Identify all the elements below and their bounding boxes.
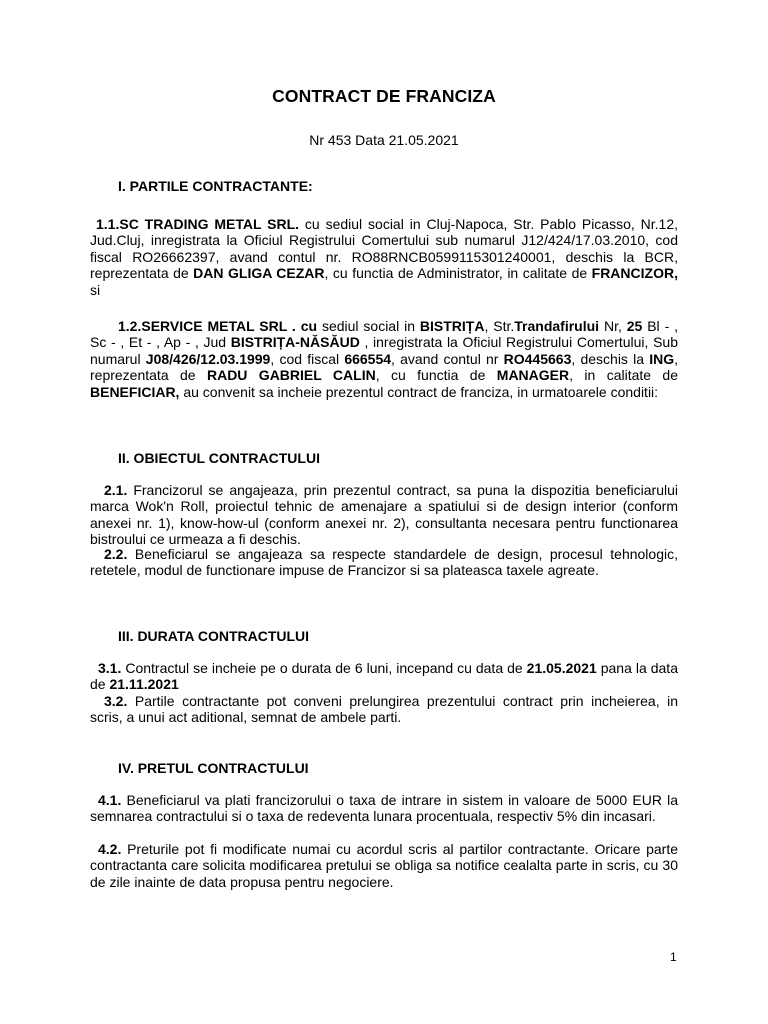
clause-number: 4.2.: [98, 841, 122, 857]
page-number: 1: [670, 950, 677, 964]
clause-number: 1.2.: [118, 318, 142, 334]
clause-number: 4.1.: [98, 792, 122, 808]
start-date: 21.05.2021: [526, 660, 597, 676]
party-role: FRANCIZOR,: [591, 265, 678, 282]
section-heading-duration: III. DURATA CONTRACTULUI: [118, 628, 310, 644]
clause-2-1: 2.1. Francizorul se angajeaza, prin prezentul contract, sa puna la dispozitia beneficiarului marca Wok'n Roll, proiectul tehnic de amenajare a spatiului si de design interior (conform anexei nr. 1), know-how-ul (conform anexei nr. 2), consultanta necesara pentru functionarea bistroului ce urmeaza a fi deschis.: [90, 482, 678, 548]
clause-3-2: 3.2. Partile contractante pot conveni prelungirea prezentului contract prin incheierea, in scris, a unui act aditional, semnat de ambele parti.: [90, 693, 678, 726]
section-heading-object: II. OBIECTUL CONTRACTULUI: [118, 450, 320, 466]
representative-name: RADU GABRIEL CALIN: [206, 367, 376, 384]
document-number-date: Nr 453 Data 21.05.2021: [309, 132, 459, 148]
representative-name: DAN GLIGA CEZAR: [193, 265, 325, 282]
clause-number: 1.1.: [96, 216, 120, 232]
clause-1-1: 1.1.SC TRADING METAL SRL. cu sediul social in Cluj-Napoca, Str. Pablo Picasso, Nr.12, Jud.Cluj, inregistrata la Oficiul Registrului Comertului sub numarul J12/424/17.03.2010, cod fiscal RO26662397, avand contul nr. RO88RNCB0599115301240001, deschis la BCR, reprezentata de DAN GLIGA CEZAR, cu functia de Administrator, in calitate de FRANCIZOR, si: [90, 216, 678, 298]
party-name: SERVICE METAL SRL . cu: [141, 318, 318, 334]
clause-number: 2.1.: [104, 482, 128, 498]
document-title: CONTRACT DE FRANCIZA: [272, 86, 496, 106]
party-role: BENEFICIAR,: [90, 383, 180, 400]
clause-number: 3.2.: [104, 693, 128, 709]
clause-4-2: 4.2. Preturile pot fi modificate numai cu acordul scris al partilor contractante. Oricare parte contractanta care solicita modificarea pretului se obliga sa notifice cealalta parte in scris, cu 30 de zile inainte de data propusa pentru negociere.: [90, 841, 678, 890]
section-heading-parties: I. PARTILE CONTRACTANTE:: [118, 178, 313, 194]
clause-number: 3.1.: [98, 660, 122, 676]
end-date: 21.11.2021: [109, 676, 179, 693]
clause-4-1: 4.1. Beneficiarul va plati francizorului o taxa de intrare in sistem in valoare de 5000 EUR la semnarea contractului si o taxa de redeventa lunara procentuala, respectiv 5% din incasari.: [90, 792, 678, 825]
clause-2-2: 2.2. Beneficiarul se angajeaza sa respecte standardele de design, procesul tehnologic, retetele, modul de functionare impuse de Francizor si sa plateasca taxele agreate.: [90, 546, 678, 579]
party-name: SC TRADING METAL SRL.: [119, 216, 300, 232]
clause-3-1: 3.1. Contractul se incheie pe o durata de 6 luni, incepand cu data de 21.05.2021 pana la data de 21.11.2021: [90, 660, 678, 693]
clause-1-2: 1.2.SERVICE METAL SRL . cu sediul social in BISTRIȚA, Str.Trandafirului Nr, 25 Bl - , Sc - , Et - , Ap - , Jud BISTRIȚA-NĂSĂUD , inregistrata la Oficiul Registrului Comertului, Sub numarul J08/426/12.03.1999, cod fiscal 666554, avand contul nr RO445663, deschis la ING, reprezentata de RADU GABRIEL CALIN, cu functia de MANAGER, in calitate de BENEFICIAR, au convenit sa incheie prezentul contract de franciza, in urmatoarele conditii:: [90, 318, 679, 400]
clause-number: 2.2.: [104, 546, 128, 562]
section-heading-price: IV. PRETUL CONTRACTULUI: [118, 760, 309, 776]
